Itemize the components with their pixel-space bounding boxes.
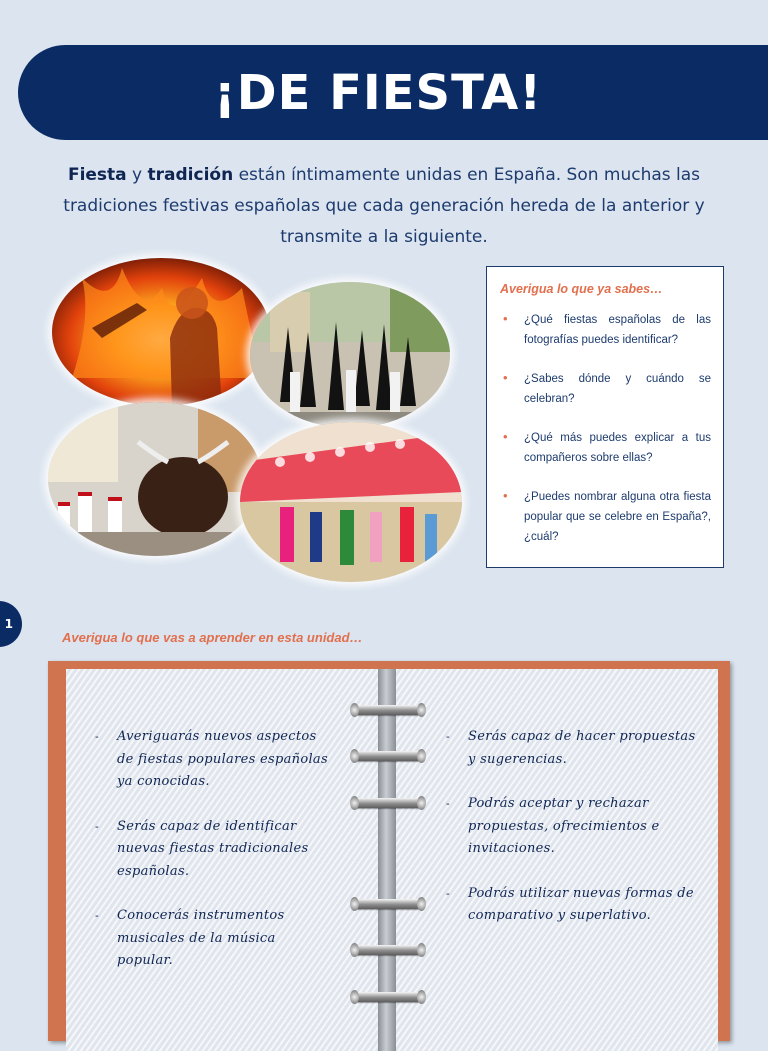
intro-word-fiesta: Fiesta	[67, 165, 127, 185]
bullet-icon: •	[503, 311, 508, 326]
dash-bullet: -	[446, 797, 451, 810]
prior-knowledge-box	[486, 266, 724, 568]
list-item	[446, 726, 696, 771]
list-item	[95, 816, 335, 884]
learn-list-left	[95, 726, 335, 973]
dash-bullet: -	[446, 886, 451, 900]
list-item	[500, 310, 711, 350]
objective-text: Conocerás instrumentos musicales de la música popular.	[117, 908, 285, 968]
learn-heading: Averigua lo que vas a aprender en esta unidad…	[62, 630, 363, 645]
page-title: ¡DE FIESTA!	[213, 64, 543, 121]
list-item	[446, 793, 696, 861]
fallas-fire-photo	[52, 258, 270, 406]
dash-bullet: -	[95, 819, 100, 833]
objective-text: Podrás aceptar y rechazar propuestas, ofrecimientos e invitaciones.	[468, 796, 660, 856]
bullet-icon: •	[503, 370, 508, 385]
list-item	[446, 883, 696, 928]
binder-ring-icon	[353, 798, 423, 808]
binder-ring-icon	[353, 705, 423, 715]
dash-bullet: -	[95, 730, 100, 743]
intro-word-tradicion: tradición	[147, 165, 234, 185]
binder-ring-icon	[353, 945, 423, 955]
list-item	[95, 905, 335, 973]
list-item	[95, 726, 335, 794]
title-banner	[18, 45, 768, 140]
semana-santa-procession-photo	[250, 282, 450, 428]
question-text: ¿Puedes nombrar alguna otra fiesta popular que se celebre en España?, ¿cuál?	[524, 491, 711, 543]
prior-knowledge-heading: Averigua lo que ya sabes…	[500, 282, 663, 296]
intro-text: están íntimamente unidas en España. Son muchas las tradiciones festivas españolas que cada generación hereda de la anterior y transmite a la siguiente.	[63, 165, 705, 247]
page-number: 1	[0, 601, 22, 647]
san-fermin-bull-photo	[48, 402, 262, 556]
dash-bullet: -	[95, 909, 100, 922]
learn-list-right	[446, 726, 696, 928]
intro-paragraph	[60, 160, 708, 253]
binder-ring-icon	[353, 751, 423, 761]
dash-bullet: -	[446, 730, 451, 743]
question-list	[500, 310, 711, 547]
intro-connector: y	[126, 165, 148, 185]
list-item	[500, 487, 711, 547]
list-item	[500, 369, 711, 409]
bullet-icon: •	[503, 429, 508, 444]
objective-text: Serás capaz de identificar nuevas fiestas tradicionales españolas.	[117, 818, 309, 879]
bullet-icon: •	[503, 488, 508, 503]
objective-text: Serás capaz de hacer propuestas y sugerencias.	[468, 729, 696, 767]
question-text: ¿Qué más puedes explicar a tus compañeros sobre ellas?	[524, 432, 711, 464]
binder-ring-icon	[353, 992, 423, 1002]
feria-de-abril-photo	[240, 422, 462, 582]
objective-text: Averiguarás nuevos aspectos de fiestas populares españolas ya conocidas.	[117, 729, 328, 789]
binder-ring-icon	[353, 899, 423, 909]
question-text: ¿Sabes dónde y cuándo se celebran?	[524, 373, 711, 405]
question-text: ¿Qué fiestas españolas de las fotografías puedes identificar?	[524, 314, 711, 346]
objective-text: Podrás utilizar nuevas formas de comparativo y superlativo.	[468, 885, 694, 923]
list-item	[500, 428, 711, 468]
